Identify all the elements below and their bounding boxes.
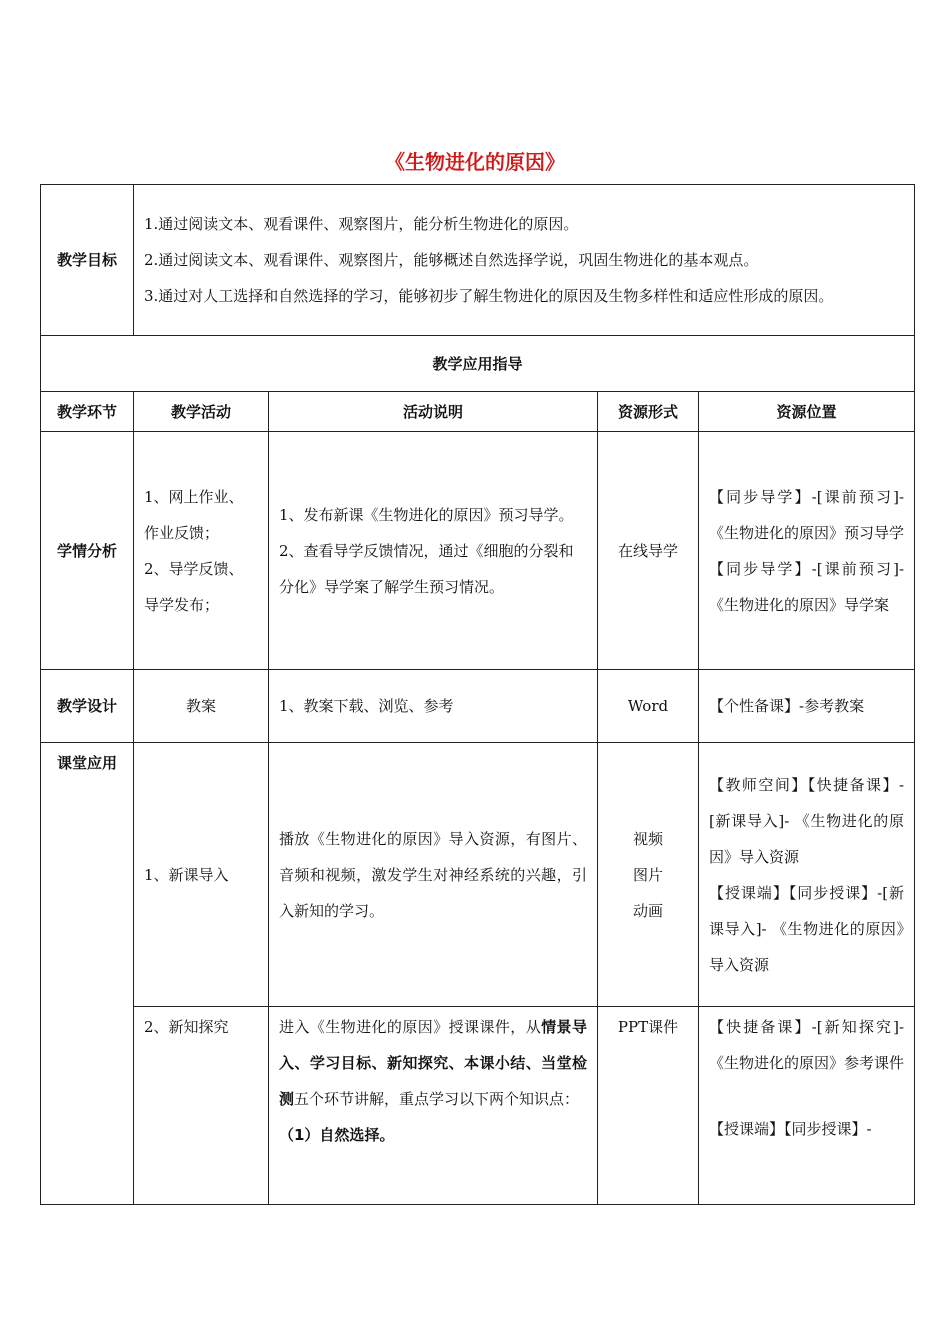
activity-analysis: 1、网上作业、 作业反馈； 2、导学反馈、 导学发布； [134,432,269,670]
intro-row [41,743,915,1007]
form-design: Word [598,670,699,743]
header-activity: 教学活动 [134,392,269,432]
activity-design: 教案 [134,670,269,743]
form-explore: PPT课件 [598,1007,699,1205]
desc-design: 1、教案下载、浏览、参考 [269,670,598,743]
goal-item: 1.通过阅读文本、观看课件、观察图片，能分析生物进化的原因。 [144,215,579,233]
location-design: 【个性备课】-参考教案 [699,670,915,743]
goals-row [41,185,915,336]
activity-explore: 2、新知探究 [134,1007,269,1205]
analysis-row [41,432,915,670]
header-row [41,392,915,432]
location-analysis: 【同步导学】-[课前预习]- 《生物进化的原因》预习导学 【同步导学】-[课前预习]- 《生物进化的原因》导学案 [699,432,915,670]
document-title: 《生物进化的原因》 [385,150,565,174]
goal-item: 3.通过对人工选择和自然选择的学习，能够初步了解生物进化的原因及生物多样性和适应性形成的原因。 [144,287,834,305]
explore-row [41,1007,915,1205]
stage-design: 教学设计 [41,670,134,743]
form-intro: 视频 图片 动画 [598,743,699,1007]
design-row [41,670,915,743]
header-stage: 教学环节 [41,392,134,432]
guide-title-row [41,336,915,392]
desc-intro: 播放《生物进化的原因》导入资源，有图片、音频和视频，激发学生对神经系统的兴趣，引入新知的学习。 [269,743,598,1007]
header-desc: 活动说明 [269,392,598,432]
stage-analysis: 学情分析 [41,432,134,670]
activity-intro: 1、新课导入 [134,743,269,1007]
goal-item: 2.通过阅读文本、观看课件、观察图片，能够概述自然选择学说，巩固生物进化的基本观点。 [144,251,759,269]
location-explore: 【快捷备课】-[新知探究]- 《生物进化的原因》参考课件 【授课端】【同步授课】- [699,1007,915,1205]
knowledge-point: （1）自然选择。 [279,1126,395,1144]
desc-analysis: 1、发布新课《生物进化的原因》预习导学。 2、查看导学反馈情况，通过《细胞的分裂和分化》导学案了解学生预习情况。 [269,432,598,670]
goals-label: 教学目标 [41,185,134,336]
lesson-plan-table [40,184,915,1205]
form-analysis: 在线导学 [598,432,699,670]
goals-content [134,185,915,336]
location-intro: 【教师空间】【快捷备课】-[新课导入]- 《生物进化的原因》导入资源 【授课端】【同步授课】-[新课导入]- 《生物进化的原因》导入资源 [699,743,915,1007]
desc-explore: 进入《生物进化的原因》授课课件，从情景导入、学习目标、新知探究、本课小结、当堂检测五个环节讲解，重点学习以下两个知识点： （1）自然选择。 [269,1007,598,1205]
header-location: 资源位置 [699,392,915,432]
stage-classroom: 课堂应用 [41,743,134,1205]
guide-title: 教学应用指导 [41,336,915,392]
header-form: 资源形式 [598,392,699,432]
